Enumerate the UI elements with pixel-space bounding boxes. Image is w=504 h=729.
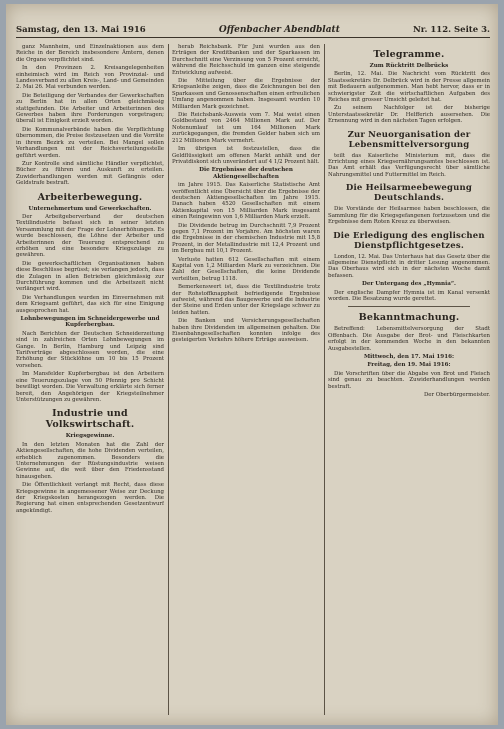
paragraph: Der Arbeitgeberverband der deutschen Textilindustrie befasst sich in seiner letzten Versammlung mit der Frage der Lohnerhöhungen. Es wurde beschlossen, die Löhne der Arbeiter und Arbeiterinnen der Teuerung entsprechend zu erhöhen und eine besondere Kriegszulage zu gewähren. [16,213,164,259]
paragraph: Die Öffentlichkeit verlangt mit Recht, dass diese Kriegsgewinne in angemessener Weise zur Deckung der Kriegskosten herangezogen werden. Die Regierung hat einen entsprechenden Gesetzentwurf angekündigt. [16,482,164,514]
column-divider [324,44,325,715]
subheading: Unternehmertum und Gewerkschaften. [28,205,152,212]
section-heading: Die Erledigung des englischen Dienstpflichtgesetzes. [333,230,485,251]
masthead [16,20,490,38]
paragraph: Die Verhandlungen wurden im Einvernehmen mit dem Kriegsamt geführt, das sich für eine Einigung ausgesprochen hat. [16,294,164,314]
subheading: Zum Rücktritt Delbrücks [369,63,449,69]
paragraph: Die Reichsbank-Ausweis vom 7. Mai weist einen Goldbestand von 2464 Millionen Mark auf. Der Notenumlauf ist um 164 Millionen Mark zurückgegangen, die fremden Gelder haben sich um 212 Millionen Mark vermehrt. [172,112,320,144]
paragraph: ganz Mannheim, und Einzelnaktionen aus dem Reiche in der Bereich insbesondere Ämtern, denen die Organe verpflichtet sind. [16,44,164,63]
paragraph: Die Mitteilung über die Ergebnisse der Kriegsanleihe zeigen, dass die Zeichnungen bei den Sparkassen und Genossenschaften einen erfreulichen Umfang angenommen haben. Insgesamt wurden 10 Milliarden Mark gezeichnet. [172,78,320,110]
section-heading: Telegramme. [373,49,445,60]
paragraph: herab Reichsbank. Für Juni wurden aus den Erträgen der Kreditbanken und der Sparkassen im Durchschnitt eine Verzinsung von 5 Prozent erreicht, während die Reichsschuld im ganzen eine steigende Entwicklung aufweist. [172,44,320,76]
column-divider [168,44,169,715]
paragraph: teilt das Kaiserliche Ministerium mit, dass die Errichtung eines Kriegsernährungsamtes beschlossen ist. Das Amt erhält das Verfügungsrecht über sämtliche Nahrungsmittel und Futtermittel im Reich. [328,152,490,178]
paragraph: Nach Berichten der Deutschen Schneiderzeitung sind in zahlreichen Orten Lohnbewegungen im Gange. In Berlin, Hamburg und Leipzig sind Tarifverträge abgeschlossen worden, die eine Erhöhung der Stücklöhne um 10 bis 15 Prozent vorsehen. [16,330,164,369]
paragraph: Die Vorschriften über die Abgabe von Brot und Fleisch sind genau zu beachten. Zuwiderhandlungen werden bestraft. [328,370,490,390]
subheading: Kriegsgewinne. [65,433,115,440]
paragraph: im Jahre 1915. Das Kaiserliche Statistische Amt veröffentlicht eine Übersicht über die Ergebnisse der deutschen Aktiengesellschaften im Jahre 1915. Danach haben 4520 Gesellschaften mit einem Aktienkapital von 15 Milliarden Mark insgesamt einen Reingewinn von 1,6 Milliarden Mark erzielt. [172,182,320,221]
signature: Der Oberbürgermeister. [423,392,490,398]
paragraph: Betreffend: Lebensmittelversorgung der Stadt Offenbach. Die Ausgabe der Brot- und Fleischkarten erfolgt in der kommenden Woche in den bekannten Ausgabestellen. [328,326,490,352]
paragraph: Die Vorstände der Heilsarmee haben beschlossen, die Sammlung für die Kriegsgefangenen fortzusetzen und die Ergebnisse dem Roten Kreuz zu überweisen. [328,206,490,226]
column-3 [328,44,490,715]
paragraph: Zu seinem Nachfolger ist der bisherige Unterstaatssekretär Dr. Helfferich ausersehen. Die Ernennung wird in den nächsten Tagen erfolgen. [328,105,490,125]
newspaper-page [6,4,498,725]
section-heading: Arbeiterbewegung. [37,191,143,203]
paragraph: Im Mansfelder Kupferbergbau ist den Arbeitern eine Teuerungszulage von 50 Pfennig pro Schicht bewilligt worden. Die Verwaltung erklärte sich ferner bereit, den Angehörigen der Kriegsteilnehmer Unterstützungen zu gewähren. [16,371,164,403]
issue-date: Samstag, den 13. Mai 1916 [16,25,146,35]
subheading: Freitag, den 19. Mai 1916: [367,362,451,369]
paragraph: Die Dividende betrug im Durchschnitt 7,9 Prozent gegen 7,1 Prozent im Vorjahre. Am höchsten waren die Ergebnisse in der chemischen Industrie mit 15,8 Prozent, in der Metallindustrie mit 12,4 Prozent und im Bergbau mit 10,1 Prozent. [172,222,320,255]
section-heading: Bekanntmachung. [358,312,460,324]
paragraph: Berlin, 12. Mai. Die Nachricht vom Rücktritt des Staatssekretärs Dr. Delbrück wird in der Presse allgemein mit Bedauern aufgenommen. Man hebt hervor, dass er in schwierigster Zeit die wirtschaftlichen Aufgaben des Reiches mit grosser Umsicht geleitet hat. [328,71,490,104]
paragraph: Die Banken und Versicherungsgesellschaften haben ihre Dividenden im allgemeinen gehalten. Die Eisenbahngesellschaften konnten infolge des gesteigerten Verkehrs höhere Erträge ausweisen. [172,318,320,344]
subheading: Der Untergang des „Hymnia“. [361,281,457,288]
column-2 [172,44,320,715]
paragraph: Die gewerkschaftlichen Organisationen haben diese Beschlüsse begrüsst; sie verlangen jedoch, dass die Zulagen in allen Betrieben gleichmässig zur Durchführung kommen und die Arbeitszeit nicht verlängert wird. [16,260,164,293]
paragraph: London, 12. Mai. Das Unterhaus hat das Gesetz über die allgemeine Dienstpflicht in dritter Lesung angenommen. Das Oberhaus wird sich in der nächsten Woche damit befassen. [328,253,490,279]
paragraph: Verluste hatten 612 Gesellschaften mit einem Kapital von 1,2 Milliarden Mark zu verzeichnen. Die Zahl der Gesellschaften, die keine Dividende verteilten, betrug 1118. [172,256,320,282]
section-heading: Die Heilsarmeebewegung Deutschlands. [345,183,473,204]
paragraph: Der englische Dampfer Hymnia ist im Kanal versenkt worden. Die Besatzung wurde gerettet. [328,289,490,302]
paragraph: Die Beteiligung der Verbandes der Gewerkschaften zu Berlin hat in allen Orten gleichmässig stattgefunden. Die Arbeiter und Arbeiterinnen des Gewerbes haben ihre Forderungen vorgetragen; überall ist Einigkeit erzielt worden. [16,92,164,125]
paragraph: Die Kommunalverbände haben die Verpflichtung übernommen, die Preise festzusetzen und die Vorräte in ihrem Bezirk zu verteilen. Bei Mangel sollen Verhandlungen mit der Reichsverteilungsstelle geführt werden. [16,126,164,159]
paragraph: Bemerkenswert ist, dass die Textilindustrie trotz der Rohstoffknappheit befriedigende Ergebnisse aufweist, während das Baugewerbe und die Industrie der Steine und Erden unter der Kriegslage schwer zu leiden hatten. [172,284,320,316]
issue-number: Nr. 112. Seite 3. [412,25,490,35]
column-1 [16,44,164,715]
paragraph: Im übrigen ist festzustellen, dass die Geldflüssigkeit am offenen Markt anhält und der Privatdiskont sich unverändert auf 4 1/2 Prozent hält. [172,146,320,165]
subheading: Lohnbewegungen im Schneidergewerbe und Kupferbergbau. [20,316,160,329]
newspaper-title: Offenbacher Abendblatt [218,25,340,35]
paragraph: Zur Kontrolle sind sämtliche Händler verpflichtet, Bücher zu führen und Auskunft zu erteilen. Zuwiderhandlungen werden mit Gefängnis oder Geldstrafe bestraft. [16,160,164,187]
divider [348,306,470,307]
paragraph: In den letzten Monaten hat die Zahl der Aktiengesellschaften, die hohe Dividenden verteilen, erheblich zugenommen. Besonders die Unternehmungen der Rüstungsindustrie weisen Gewinne auf, die weit über den Friedensstand hinausgehen. [16,441,164,480]
section-heading: Industrie und Volkswirtschaft. [45,408,135,431]
subheading: Die Ergebnisse der deutschen Aktiengesellschaften [199,167,293,180]
section-heading: Zur Neuorganisation der Lebensmittelversorgung [347,129,471,150]
subheading: Mittwoch, den 17. Mai 1916: [363,353,455,360]
paragraph: In den Provinzen 2. Kreisangelegenheiten einheimisch wird im Reich von Provinzial- und Landesverband zu allen Kreis-, Land- und Gemeinden 2. Mai 26. Mai verbunden werden. [16,65,164,91]
